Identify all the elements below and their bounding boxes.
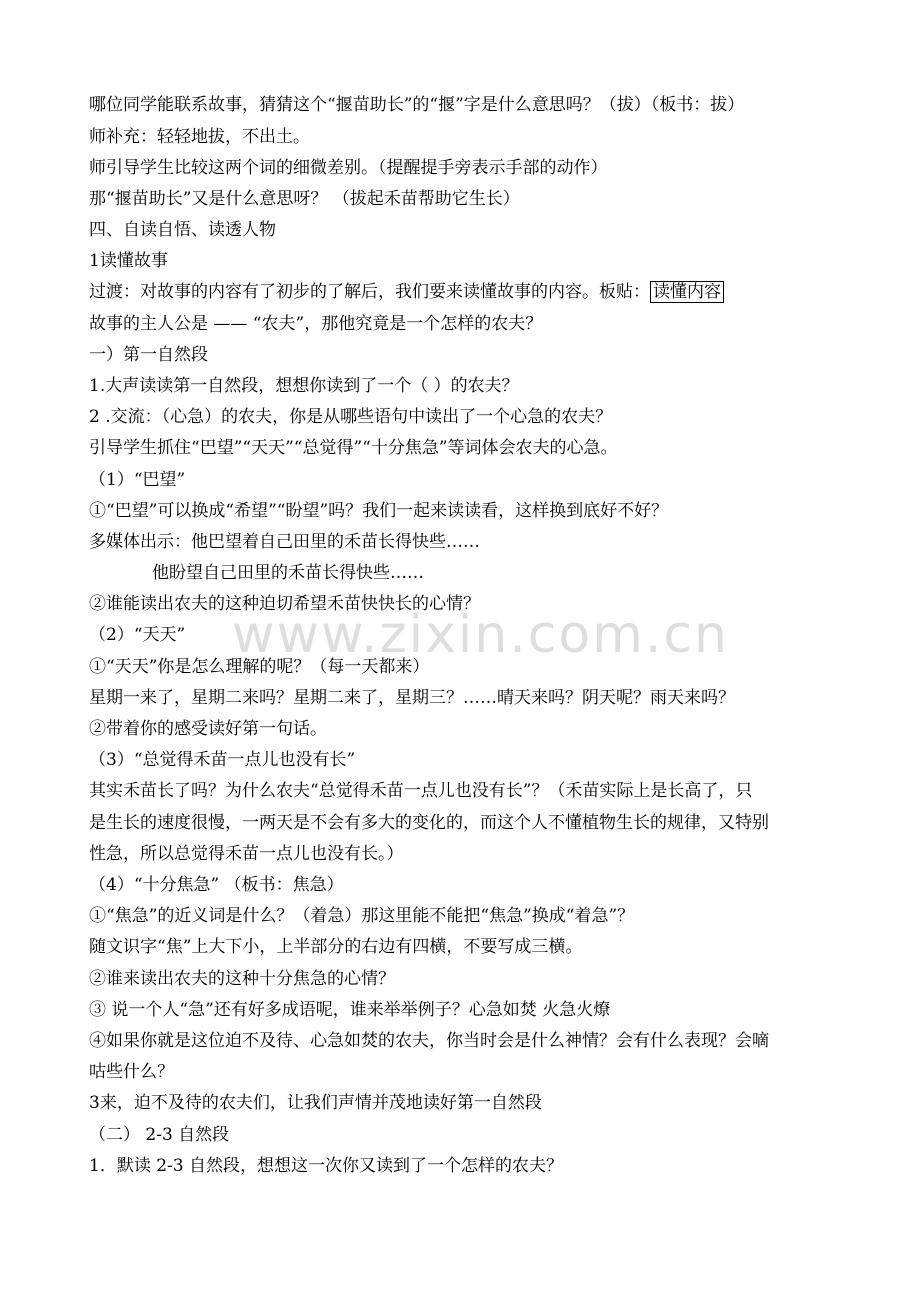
text-line: 那“揠苗助长”又是什么意思呀？ （拔起禾苗帮助它生长） (89, 189, 520, 209)
text-line: ②谁来读出农夫的这种十分焦急的心情？ (89, 969, 395, 989)
board-label-box: 读懂内容 (650, 281, 724, 303)
text-line: 星期一来了，星期二来吗？星期二来了，星期三？……晴天来吗？阴天呢？雨天来吗？ (89, 688, 735, 708)
text-line: 多媒体出示：他巴望着自己田里的禾苗长得快些…… (89, 532, 480, 552)
item-heading: （4）“十分焦急” （板书：焦急） (89, 875, 344, 895)
subsection-heading: 1读懂故事 (89, 251, 168, 271)
subsection-heading: 一）第一自然段 (89, 345, 208, 365)
text-line: 师补充：轻轻地拔，不出土。 (89, 127, 310, 147)
text-line: ①“焦急”的近义词是什么？（着急）那这里能不能把“焦急”换成“着急”？ (89, 906, 635, 926)
text-line: ②谁能读出农夫的这种迫切希望禾苗快快长的心情？ (89, 594, 480, 614)
text-line: 1．默读 2-3 自然段，想想这一次你又读到了一个怎样的农夫？ (89, 1156, 563, 1176)
transition-text: 过渡：对故事的内容有了初步的了解后，我们要来读懂故事的内容。板贴： (89, 282, 650, 302)
text-line: 他盼望自己田里的禾苗长得快些…… (152, 563, 424, 583)
text-line: 随文识字“焦”上大下小，上半部分的右边有四横，不要写成三横。 (89, 937, 583, 957)
text-line: 哪位同学能联系故事，猜猜这个“揠苗助长”的“揠”字是什么意思吗？（拔）（板书：拔） (89, 95, 745, 115)
text-line: 性急，所以总觉得禾苗一点儿也没有长。） (89, 844, 404, 864)
text-line: ①“天天”你是怎么理解的呢？（每一天都来） (89, 657, 430, 677)
text-line: 2 .交流：（心急）的农夫，你是从哪些语句中读出了一个心急的农夫？ (89, 407, 613, 427)
subsection-heading: （二） 2-3 自然段 (89, 1125, 230, 1145)
text-line: 其实禾苗长了吗？为什么农夫“总觉得禾苗一点儿也没有长”？（禾苗实际上是长高了，只 (89, 781, 753, 801)
text-line: ④如果你就是这位迫不及待、心急如焚的农夫，你当时会是什么神情？会有什么表现？会嘀 (89, 1031, 769, 1051)
item-heading: （2）“天天” (89, 625, 186, 645)
text-line: ②带着你的感受读好第一句话。 (89, 719, 327, 739)
text-line: 咕些什么？ (89, 1062, 174, 1082)
text-line: 1.大声读读第一自然段，想想你读到了一个（ ）的农夫？ (89, 376, 519, 396)
section-heading: 四、自读自悟、读透人物 (89, 220, 276, 240)
item-heading: （1）“巴望” (89, 470, 186, 490)
item-heading: （3）“总觉得禾苗一点儿也没有长” (89, 750, 356, 770)
watermark: www.zixin.com.cn (232, 605, 729, 665)
text-line: 引导学生抓住“巴望”“天天”“总觉得”“十分焦急”等词体会农夫的心急。 (89, 438, 618, 458)
text-line: 故事的主人公是 —— “农夫”，那他究竟是一个怎样的农夫？ (89, 314, 543, 334)
text-line (89, 281, 724, 303)
text-line: ③ 说一个人“急”还有好多成语呢，谁来举举例子？心急如焚 火急火燎 (89, 1000, 611, 1020)
text-line: 3来，迫不及待的农夫们，让我们声情并茂地读好第一自然段 (89, 1093, 542, 1113)
text-line: ①“巴望”可以换成“希望”“盼望”吗？我们一起来读读看，这样换到底好不好？ (89, 501, 669, 521)
text-line: 是生长的速度很慢，一两天是不会有多大的变化的，而这个人不懂植物生长的规律，又特别 (89, 813, 769, 833)
text-line: 师引导学生比较这两个词的细微差别。（提醒提手旁表示手部的动作） (89, 158, 608, 178)
